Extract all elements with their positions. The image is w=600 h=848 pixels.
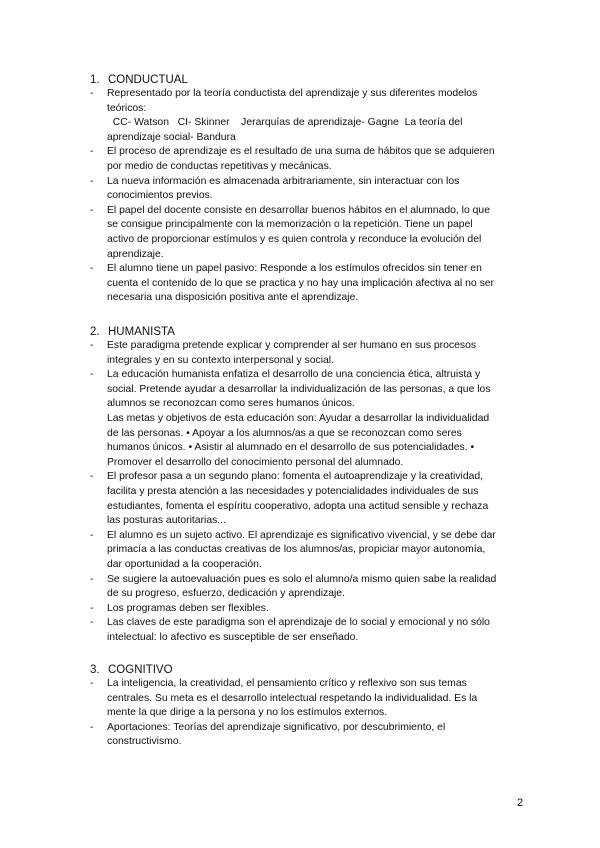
bullet-list [90, 677, 520, 750]
section-number: 1. [90, 74, 100, 86]
list-item [90, 470, 520, 528]
section-heading [90, 325, 520, 339]
list-item [90, 721, 520, 750]
bullet-dash: - [90, 263, 94, 275]
section-heading [90, 663, 520, 677]
list-item [90, 145, 520, 174]
section-title: CONDUCTUAL [108, 74, 188, 86]
bullet-dash: - [90, 678, 94, 689]
list-item [90, 573, 520, 602]
text-line: aprendizaje social- Bandura [107, 131, 236, 143]
bullet-dash: - [90, 340, 94, 351]
page-number: 2 [517, 797, 524, 809]
text-line: conocimientos previos. [107, 190, 213, 202]
text-line: humanos únicos. • Asistir al alumnado en el desarrollo de sus potencialidades. • [107, 442, 475, 454]
bullet-dash: - [90, 573, 94, 585]
text-line: dar oportunidad a la cooperación. [107, 558, 262, 570]
text-line: primacía a las conductas creativas de los alumnos/as, propiciar mayor autonomía, [107, 544, 486, 556]
list-item [90, 368, 520, 470]
text-line: necesaria una disposición positiva ante el aprendizaje. [107, 292, 359, 304]
bullet-list [90, 87, 520, 306]
text-line: facilita y presta atención a las necesidades y potencialidades individuales de sus [107, 485, 479, 497]
list-item [90, 262, 520, 306]
text-line: La inteligencia, la creatividad, el pensamiento crítico y reflexivo son sus temas [107, 678, 467, 689]
section-number: 2. [90, 326, 100, 338]
list-item [90, 602, 520, 617]
text-line: Las claves de este paradigma son el aprendizaje de lo social y emocional y no sólo [107, 617, 490, 629]
bullet-dash: - [90, 146, 94, 158]
text-line: social. Pretende ayudar a desarrollar la individualización de las personas, a que los [107, 383, 491, 395]
section-humanista [90, 325, 520, 645]
text-line: El papel del docente consiste en desarrollar buenos hábitos en el alumnado, lo que [107, 204, 490, 216]
list-item [90, 204, 520, 262]
text-line: El profesor pasa a un segundo plano: fomenta el autoaprendizaje y la creatividad, [107, 471, 484, 483]
section-conductual [90, 73, 520, 306]
section-number: 3. [90, 664, 100, 676]
list-item [90, 677, 520, 721]
text-line: La educación humanista enfatiza el desarrollo de una conciencia ética, altruista y [107, 369, 481, 381]
text-line: Los programas deben ser flexibles. [107, 602, 269, 614]
list-item [90, 529, 520, 573]
bullet-list [90, 339, 520, 645]
text-line: aprendizaje. [107, 248, 164, 260]
text-line: alumnos se reconozcan como seres humanos únicos. [107, 398, 355, 410]
bullet-dash: - [90, 602, 94, 614]
text-line: La nueva información es almacenada arbitrariamente, sin interactuar con los [107, 175, 460, 187]
text-line: teóricos: [107, 102, 147, 114]
text-line: mente la que dirige a la persona y no los estímulos externos. [107, 707, 388, 719]
text-line: constructivismo. [107, 736, 182, 748]
bullet-dash: - [90, 471, 94, 483]
text-line: por medio de conductas repetitivas y mecánicas. [107, 160, 332, 172]
text-line: Este paradigma pretende explicar y comprender al ser humano en sus procesos [107, 340, 477, 351]
text-line: Representado por la teoría conductista del aprendizaje y sus diferentes modelos [107, 88, 478, 99]
text-line: las posturas autoritarias... [107, 515, 226, 527]
text-line: integrales y en su contexto interpersonal y social. [107, 354, 334, 366]
text-line: centrales. Su meta es el desarrollo intelectual respetando la individualidad. Es la [107, 692, 478, 704]
bullet-dash: - [90, 175, 94, 187]
bullet-dash: - [90, 88, 94, 99]
list-item [90, 339, 520, 368]
text-line: de su progreso, esfuerzo, dedicación y aprendizaje. [107, 588, 345, 600]
list-item [90, 175, 520, 204]
text-line: El alumno es un sujeto activo. El aprendizaje es significativo vivencial, y se debe dar [107, 529, 496, 541]
text-line: se consigue principalmente con la memorización o la repetición. Tiene un papel [107, 219, 473, 231]
text-line: Se sugiere la autoevaluación pues es solo el alumno/a mismo quien sabe la realidad [107, 573, 497, 585]
section-cognitivo [90, 663, 520, 750]
section-title: COGNITIVO [108, 664, 173, 676]
bullet-dash: - [90, 529, 94, 541]
bullet-dash: - [90, 617, 94, 629]
text-line: CC- Watson CI- Skinner Jerarquías de aprendizaje- Gagne La teoría del [107, 117, 463, 129]
text-line: de las personas. • Apoyar a los alumnos/as a que se reconozcan como seres [107, 427, 462, 439]
bullet-dash: - [90, 369, 94, 381]
text-line: El alumno tiene un papel pasivo: Responde a los estímulos ofrecidos sin tener en [107, 263, 482, 275]
text-line: estudiantes, fomenta el espíritu cooperativo, adopta una actitud sensible y rechaza [107, 500, 489, 512]
list-item [90, 87, 520, 145]
text-line: El proceso de aprendizaje es el resultado de una suma de hábitos que se adquieren [107, 146, 495, 158]
text-line: intelectual: lo afectivo es susceptible de ser enseñado. [107, 631, 359, 643]
list-item [90, 616, 520, 645]
text-line: Las metas y objetivos de esta educación son: Ayudar a desarrollar la individualidad [107, 412, 490, 424]
bullet-dash: - [90, 204, 94, 216]
section-title: HUMANISTA [108, 326, 175, 338]
text-line: Aportaciones: Teorías del aprendizaje significativo, por descubrimiento, el [107, 721, 446, 733]
text-line: cuenta el contenido de lo que se practica y no hay una implicación afectiva al no ser [107, 277, 495, 289]
text-line: activo de proporcionar estímulos y es quien controla y reconduce la evolución del [107, 233, 482, 245]
bullet-dash: - [90, 721, 94, 733]
text-line: Promover el desarrollo del conocimiento personal del alumnado. [107, 456, 404, 468]
section-heading [90, 73, 520, 87]
